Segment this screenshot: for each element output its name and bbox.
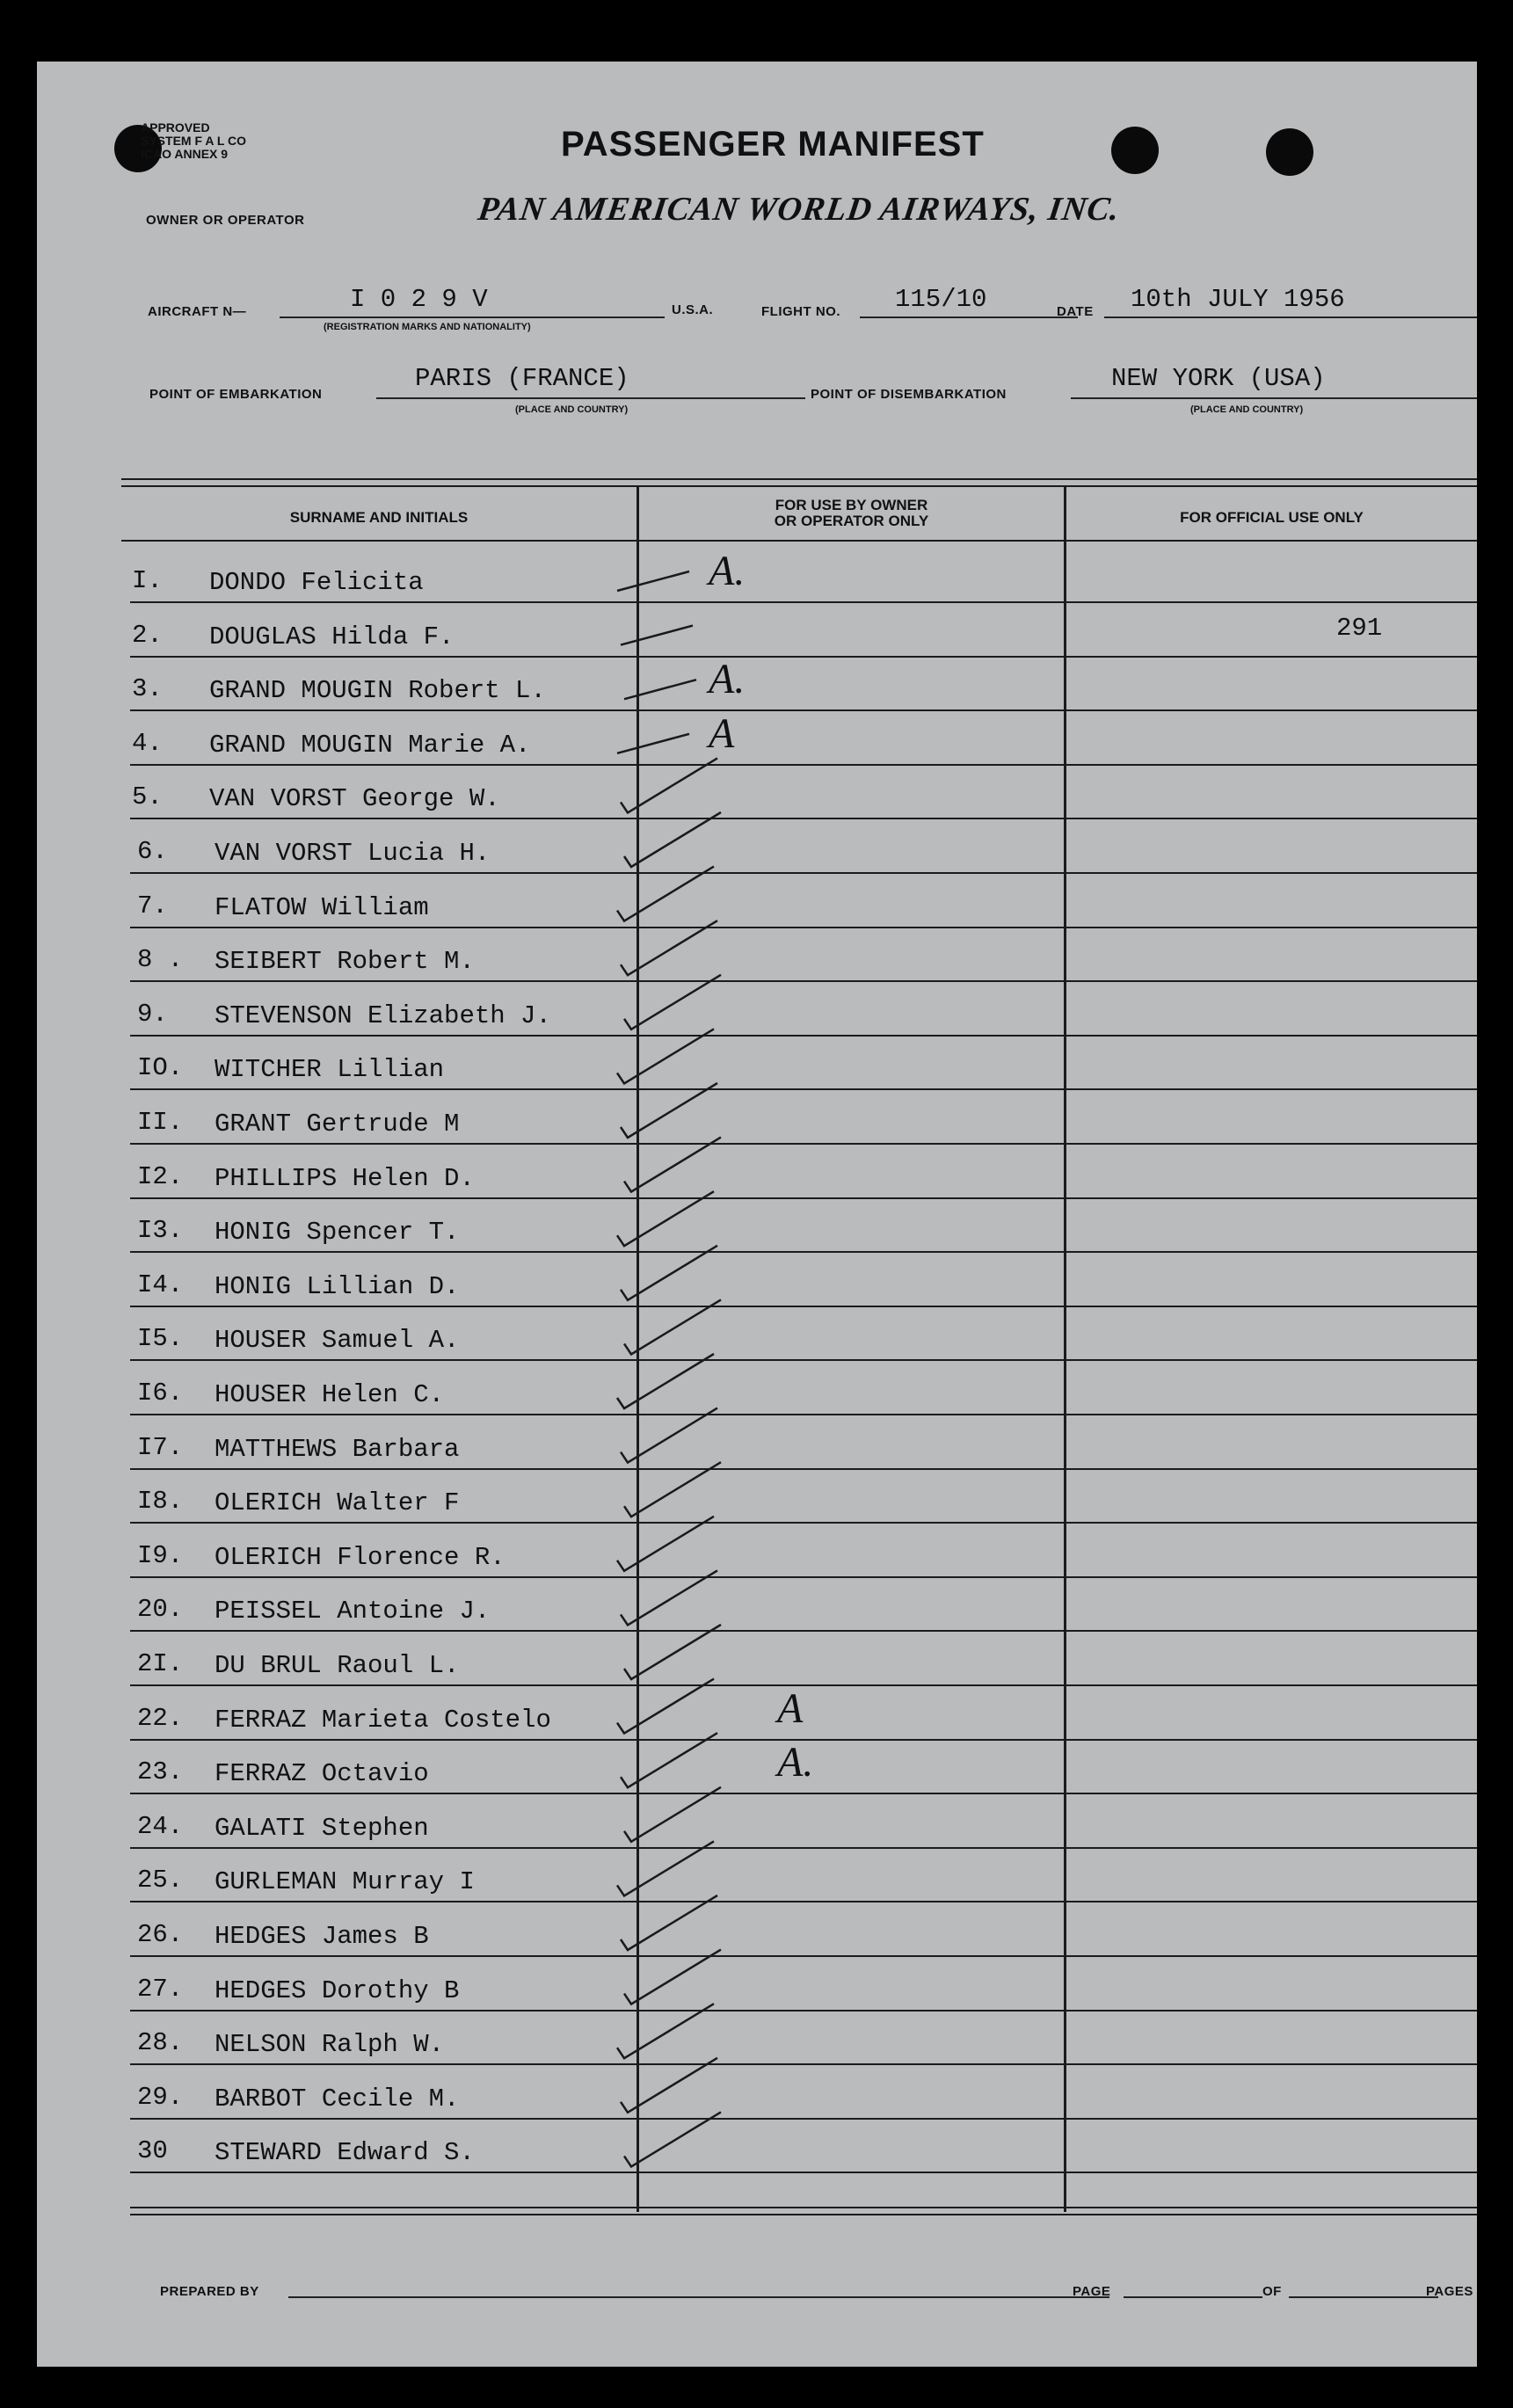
passenger-name: GRANT Gertrude M bbox=[215, 1109, 460, 1139]
of-underline bbox=[1289, 2296, 1438, 2298]
pages-label: PAGES bbox=[1426, 2284, 1473, 2299]
check-mark bbox=[621, 2058, 717, 2113]
row-number: I2. bbox=[137, 1161, 184, 1191]
row-number: 22. bbox=[137, 1703, 184, 1733]
check-mark bbox=[621, 1895, 717, 1950]
table-bottom-rule bbox=[130, 2214, 1477, 2215]
check-mark bbox=[621, 1083, 717, 1138]
passenger-name: FERRAZ Marieta Costelo bbox=[215, 1705, 551, 1735]
row-number: 24. bbox=[137, 1811, 184, 1841]
row-number: 27. bbox=[137, 1974, 184, 2004]
row-number: 2I. bbox=[137, 1649, 184, 1678]
passenger-name: FERRAZ Octavio bbox=[215, 1759, 429, 1789]
check-mark bbox=[617, 1679, 714, 1734]
operator-mark: A. bbox=[709, 656, 746, 703]
aircraft-label: AIRCRAFT N— bbox=[148, 304, 247, 319]
row-number: 7. bbox=[137, 891, 168, 920]
column-header-official: FOR OFFICIAL USE ONLY bbox=[1180, 509, 1364, 526]
passenger-name: STEVENSON Elizabeth J. bbox=[215, 1000, 551, 1030]
row-number: 9. bbox=[137, 999, 168, 1029]
column-header-owner-line: FOR USE BY OWNER bbox=[775, 497, 928, 513]
passenger-name: GURLEMAN Murray I bbox=[215, 1867, 475, 1897]
check-mark bbox=[624, 1950, 721, 2004]
embarkation-label: POINT OF EMBARKATION bbox=[149, 387, 323, 402]
check-mark bbox=[617, 734, 689, 753]
approval-line: ICAO ANNEX 9 bbox=[141, 147, 229, 161]
passenger-name: HEDGES James B bbox=[215, 1922, 429, 1951]
check-mark bbox=[624, 1299, 721, 1354]
passenger-name: GRAND MOUGIN Robert L. bbox=[209, 676, 546, 706]
passenger-name: FLATOW William bbox=[215, 892, 429, 922]
check-mark bbox=[621, 1570, 717, 1625]
row-number: I5. bbox=[137, 1324, 184, 1354]
row-number: 4. bbox=[132, 728, 163, 758]
aircraft-sublabel: (REGISTRATION MARKS AND NATIONALITY) bbox=[324, 322, 531, 332]
embarkation-sublabel: (PLACE AND COUNTRY) bbox=[515, 404, 629, 415]
approval-line: APPROVED bbox=[141, 120, 210, 135]
check-mark bbox=[621, 758, 717, 812]
passenger-name: HEDGES Dorothy B bbox=[215, 1975, 460, 2005]
check-mark bbox=[617, 1029, 714, 1083]
of-label: OF bbox=[1262, 2284, 1282, 2299]
check-mark bbox=[617, 2004, 714, 2058]
official-note: 291 bbox=[1336, 613, 1383, 643]
date-label: DATE bbox=[1057, 304, 1094, 319]
row-number: II. bbox=[137, 1108, 184, 1137]
disembarkation-sublabel: (PLACE AND COUNTRY) bbox=[1190, 404, 1304, 415]
check-mark bbox=[617, 1517, 714, 1571]
passenger-name: HOUSER Helen C. bbox=[215, 1380, 445, 1409]
manifest-page bbox=[37, 62, 1477, 2367]
prepared-by-label: PREPARED BY bbox=[160, 2284, 259, 2299]
date-value: 10th JULY 1956 bbox=[1131, 285, 1345, 314]
check-mark bbox=[617, 867, 714, 921]
row-number: I3. bbox=[137, 1216, 184, 1246]
passenger-name: MATTHEWS Barbara bbox=[215, 1434, 460, 1464]
row-number: 23. bbox=[137, 1757, 184, 1787]
page-underline bbox=[1124, 2296, 1262, 2298]
row-number: I9. bbox=[137, 1540, 184, 1570]
row-number: I8. bbox=[137, 1487, 184, 1517]
check-mark bbox=[624, 680, 696, 699]
owner-label: OWNER OR OPERATOR bbox=[146, 213, 305, 228]
check-mark bbox=[624, 1787, 721, 1842]
check-mark bbox=[617, 1841, 714, 1895]
disembarkation-value: NEW YORK (USA) bbox=[1111, 364, 1326, 393]
check-mark bbox=[617, 1354, 714, 1408]
check-mark bbox=[624, 1138, 721, 1192]
check-mark bbox=[617, 1191, 714, 1246]
check-mark bbox=[617, 571, 689, 591]
page-title: PASSENGER MANIFEST bbox=[561, 125, 985, 164]
check-mark bbox=[621, 920, 717, 975]
row-number: 28. bbox=[137, 2028, 184, 2058]
operator-mark: A bbox=[777, 1684, 804, 1732]
check-mark bbox=[621, 1246, 717, 1300]
passenger-name: WITCHER Lillian bbox=[215, 1055, 445, 1085]
passenger-name: SEIBERT Robert M. bbox=[215, 947, 475, 977]
row-number: IO. bbox=[137, 1053, 184, 1083]
passenger-name: BARBOT Cecile M. bbox=[215, 2084, 460, 2113]
row-number: I. bbox=[132, 566, 163, 595]
passenger-name: HONIG Lillian D. bbox=[215, 1271, 460, 1301]
passenger-name: NELSON Ralph W. bbox=[215, 2030, 445, 2060]
passenger-name: PHILLIPS Helen D. bbox=[215, 1163, 475, 1193]
row-number: 29. bbox=[137, 2082, 184, 2112]
aircraft-value: I 0 2 9 V bbox=[350, 285, 488, 314]
row-number: 6. bbox=[137, 837, 168, 866]
passenger-name: PEISSEL Antoine J. bbox=[215, 1597, 491, 1626]
passenger-name: GRAND MOUGIN Marie A. bbox=[209, 730, 531, 760]
column-header-owner-line: OR OPERATOR ONLY bbox=[774, 513, 929, 529]
page-label: PAGE bbox=[1073, 2284, 1111, 2299]
row-number: I4. bbox=[137, 1269, 184, 1299]
passenger-name: VAN VORST Lucia H. bbox=[215, 839, 491, 868]
disembarkation-label: POINT OF DISEMBARKATION bbox=[811, 387, 1007, 402]
row-number: 20. bbox=[137, 1595, 184, 1625]
operator-mark: A. bbox=[777, 1739, 814, 1786]
check-mark bbox=[624, 2112, 721, 2166]
row-number: 25. bbox=[137, 1866, 184, 1895]
passenger-name: OLERICH Walter F bbox=[215, 1488, 460, 1518]
flight-label: FLIGHT NO. bbox=[761, 304, 840, 319]
airline-name: PAN AMERICAN WORLD AIRWAYS, INC. bbox=[476, 191, 1123, 228]
check-mark bbox=[621, 1733, 717, 1787]
row-number: 2. bbox=[132, 620, 163, 650]
passenger-name: GALATI Stephen bbox=[215, 1813, 429, 1843]
check-mark bbox=[621, 1408, 717, 1463]
row-number: 26. bbox=[137, 1920, 184, 1949]
row-number: 8 . bbox=[137, 945, 184, 975]
row-number: 3. bbox=[132, 674, 163, 704]
check-mark bbox=[624, 1625, 721, 1679]
column-header-surname: SURNAME AND INITIALS bbox=[289, 509, 469, 526]
passenger-name: VAN VORST George W. bbox=[209, 784, 500, 814]
table-bottom-rule bbox=[130, 2207, 1477, 2208]
operator-mark: A bbox=[709, 709, 735, 757]
passenger-name: HONIG Spencer T. bbox=[215, 1218, 460, 1248]
embarkation-value: PARIS (FRANCE) bbox=[415, 364, 629, 393]
usa-label: U.S.A. bbox=[672, 302, 714, 317]
passenger-name: OLERICH Florence R. bbox=[215, 1542, 506, 1572]
passenger-name: HOUSER Samuel A. bbox=[215, 1326, 460, 1356]
flight-value: 115/10 bbox=[895, 285, 987, 314]
approval-line: SYSTEM F A L CO bbox=[141, 134, 247, 148]
passenger-name: STEWARD Edward S. bbox=[215, 2138, 475, 2168]
passenger-name: DU BRUL Raoul L. bbox=[215, 1651, 460, 1680]
check-mark bbox=[624, 975, 721, 1029]
check-marks bbox=[37, 62, 1477, 2367]
passenger-name: DOUGLAS Hilda F. bbox=[209, 622, 455, 651]
row-number: 30 bbox=[137, 2136, 168, 2166]
passenger-name: DONDO Felicita bbox=[209, 568, 424, 597]
row-number: 5. bbox=[132, 782, 163, 812]
row-number: I7. bbox=[137, 1432, 184, 1462]
check-mark bbox=[624, 1462, 721, 1517]
row-number: I6. bbox=[137, 1379, 184, 1408]
check-mark bbox=[621, 626, 693, 645]
prepared-by-underline bbox=[288, 2296, 1109, 2298]
operator-mark: A. bbox=[709, 548, 746, 594]
check-mark bbox=[624, 812, 721, 867]
